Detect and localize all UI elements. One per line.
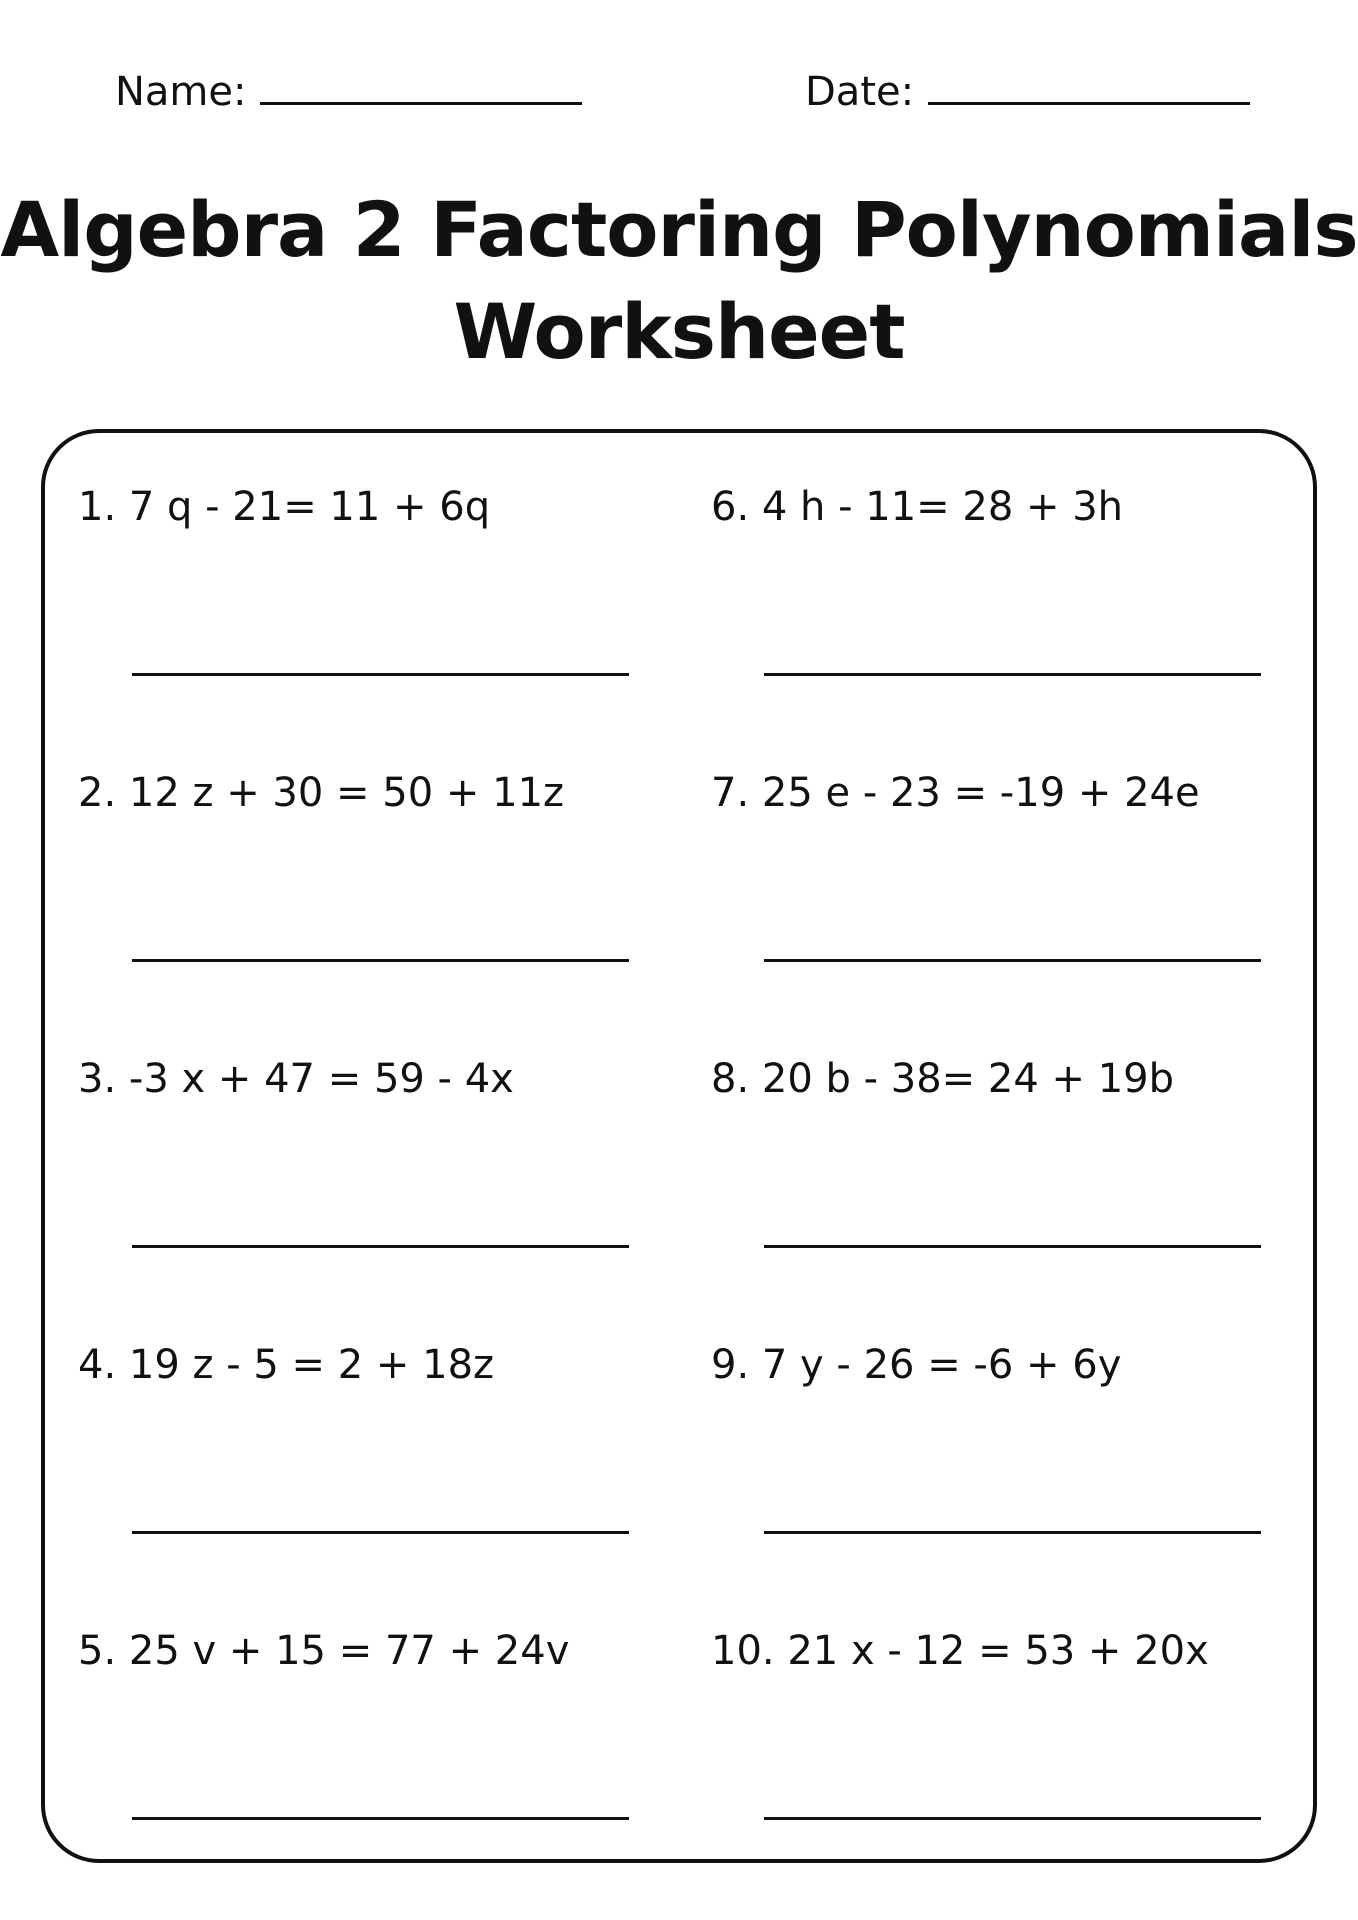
name-label: Name: — [115, 69, 247, 115]
name-blank-line[interactable] — [260, 62, 582, 105]
answer-line-4[interactable] — [132, 1531, 629, 1534]
problem-7: 7. 25 e - 23 = -19 + 24e — [711, 770, 1200, 816]
problem-3: 3. -3 x + 47 = 59 - 4x — [78, 1056, 514, 1102]
answer-line-9[interactable] — [764, 1531, 1261, 1534]
date-blank-line[interactable] — [928, 62, 1250, 105]
answer-line-6[interactable] — [764, 673, 1261, 676]
problem-9: 9. 7 y - 26 = -6 + 6y — [711, 1342, 1122, 1388]
problem-4: 4. 19 z - 5 = 2 + 18z — [78, 1342, 495, 1388]
worksheet-title-line-2: Worksheet — [453, 287, 905, 376]
problem-2: 2. 12 z + 30 = 50 + 11z — [78, 770, 565, 816]
answer-line-7[interactable] — [764, 959, 1261, 962]
answer-line-3[interactable] — [132, 1245, 629, 1248]
answer-line-10[interactable] — [764, 1817, 1261, 1820]
worksheet-title: Algebra 2 Factoring Polynomials — [0, 185, 1358, 274]
problem-8: 8. 20 b - 38= 24 + 19b — [711, 1056, 1175, 1102]
answer-line-5[interactable] — [132, 1817, 629, 1820]
answer-line-8[interactable] — [764, 1245, 1261, 1248]
problem-10: 10. 21 x - 12 = 53 + 20x — [711, 1628, 1209, 1674]
date-label: Date: — [805, 69, 915, 115]
problem-1: 1. 7 q - 21= 11 + 6q — [78, 484, 491, 530]
name-field — [115, 62, 582, 120]
answer-line-1[interactable] — [132, 673, 629, 676]
date-field — [805, 62, 1250, 120]
answer-line-2[interactable] — [132, 959, 629, 962]
problem-5: 5. 25 v + 15 = 77 + 24v — [78, 1628, 570, 1674]
problem-6: 6. 4 h - 11= 28 + 3h — [711, 484, 1124, 530]
